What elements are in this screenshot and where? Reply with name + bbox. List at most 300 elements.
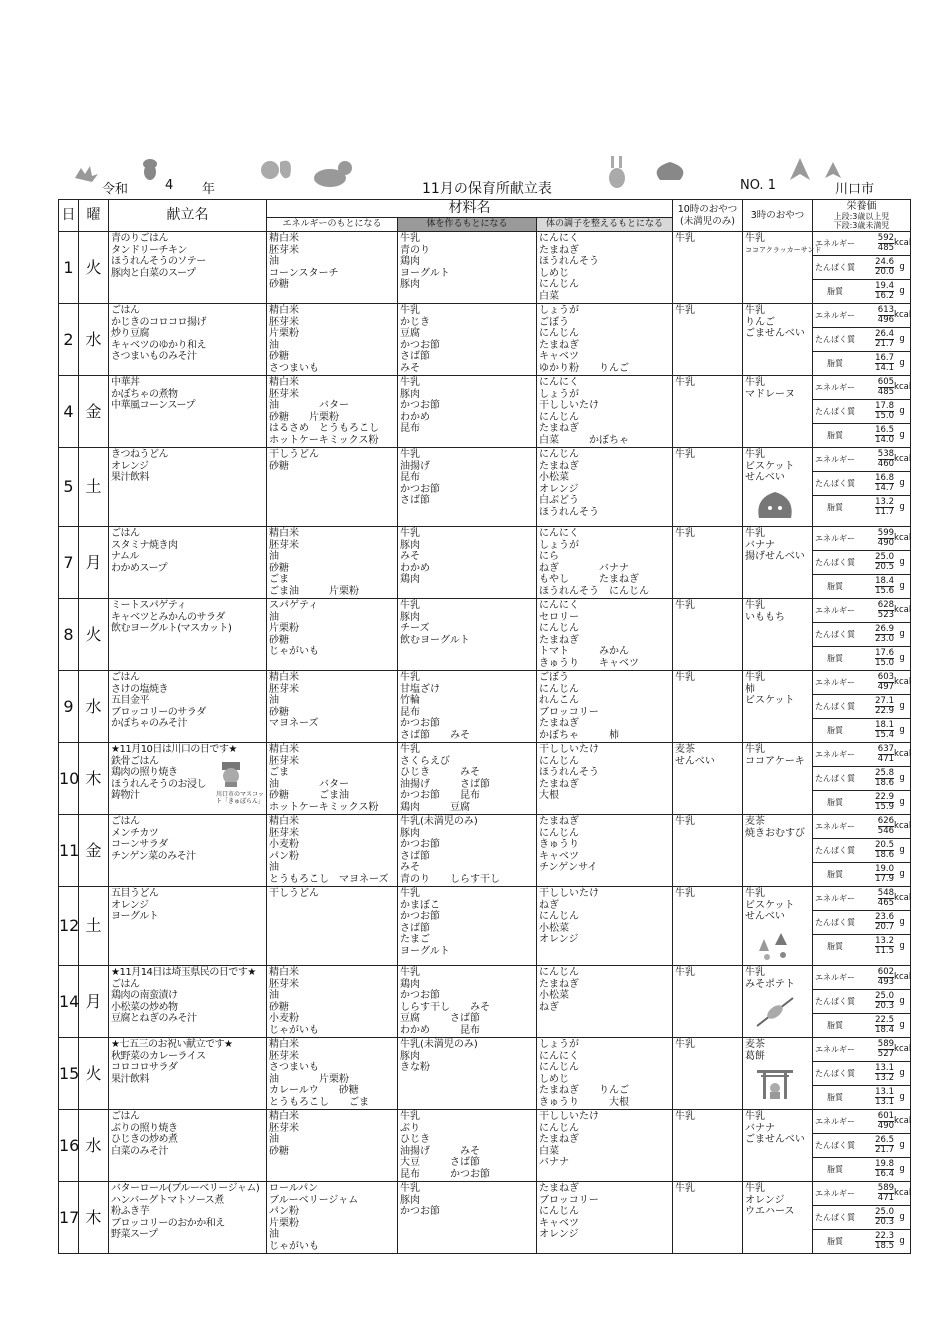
snack3-cell-line: 葛餅 <box>745 1050 766 1062</box>
snack3-cell <box>743 671 813 743</box>
energy-food-cell <box>267 815 398 887</box>
body-food-cell-line: 豚肉 <box>400 1050 420 1062</box>
condition-food-cell-line: チンゲンサイ <box>539 862 598 873</box>
energy-values <box>857 1040 894 1059</box>
protein-value: 25.0 <box>875 552 895 562</box>
energy-row <box>813 599 910 623</box>
energy-label: エネルギー <box>815 1188 856 1198</box>
protein-unit: g <box>899 700 905 711</box>
condition-food-cell-line: きゅうり キャベツ <box>539 657 639 669</box>
menu-cell-line: ヨーグルト <box>111 911 159 922</box>
menu-row <box>59 743 911 815</box>
body-food-cell-line: ひじき <box>400 1134 430 1145</box>
snack10-cell-line: 牛乳 <box>675 816 696 827</box>
menu-cell-line: 果汁飲料 <box>111 1073 149 1085</box>
protein-values <box>857 258 894 277</box>
protein-value: 23.0 <box>875 634 895 644</box>
weekday-cell: 火 <box>79 599 109 671</box>
energy-food-cell-line: 精白米 <box>269 377 299 388</box>
energy-values <box>857 745 894 764</box>
protein-unit: g <box>899 261 905 272</box>
condition-food-cell-line: にんじん <box>539 411 579 423</box>
protein-unit: g <box>899 772 905 783</box>
fat-row <box>813 1230 910 1253</box>
energy-value: 460 <box>877 459 895 469</box>
snack3-cell-line: ココアクラッカーサンド <box>745 245 822 254</box>
energy-food-cell-line: パン粉 <box>269 1206 299 1217</box>
snack3-cell-line: 焼きおむすび <box>745 827 806 839</box>
fat-unit: g <box>899 1163 905 1174</box>
energy-label: エネルギー <box>815 1044 856 1054</box>
energy-food-cell-line: 干しうどん <box>269 888 319 899</box>
energy-food-cell-line: 小麦粉 <box>269 1013 299 1024</box>
menu-cell-line: ひじきの炒め煮 <box>111 1134 178 1145</box>
menu-cell-line: 五目金平 <box>111 695 149 706</box>
condition-food-cell-line: たまねぎ <box>539 423 579 434</box>
energy-food-cell-line: 砂糖 <box>269 351 289 362</box>
body-food-cell <box>398 671 537 743</box>
snack10-cell <box>673 1110 743 1182</box>
mascot-kyuporan-icon <box>216 758 264 806</box>
condition-food-cell-line: にんじん <box>539 1062 579 1073</box>
body-food-cell-line: 牛乳 <box>400 233 420 244</box>
body-food-cell-line: 牛乳 <box>400 744 420 755</box>
menu-cell-line: ハンバーグトマトソース煮 <box>111 1194 224 1206</box>
energy-food-cell-line: 砂糖 <box>269 1145 289 1157</box>
body-food-cell-line: 牛乳 <box>400 967 420 978</box>
energy-label: エネルギー <box>815 605 856 615</box>
condition-food-cell-line: キャベツ <box>539 351 579 362</box>
condition-food-cell-line: たまねぎ <box>539 244 579 256</box>
menu-cell-line: メンチカツ <box>111 827 159 839</box>
body-food-cell-line: さくらえび <box>400 755 450 767</box>
body-food-cell-line: 昆布 <box>400 472 420 483</box>
body-food-cell-line: 豚肉 <box>400 539 420 551</box>
menu-cell <box>109 527 267 599</box>
body-food-cell-line: 豚肉 <box>400 827 420 839</box>
protein-value: 24.6 <box>875 257 895 267</box>
nutrition-cell <box>813 232 911 304</box>
energy-food-cell-line: 砂糖 <box>269 562 289 574</box>
energy-value: 490 <box>877 1121 895 1131</box>
snack10-cell-line: 牛乳 <box>675 305 696 316</box>
protein-value: 14.7 <box>875 483 895 493</box>
body-food-cell-line: 甘塩ざけ <box>400 683 440 695</box>
fat-values <box>857 649 894 668</box>
snack3-cell-line: 牛乳 <box>745 449 766 460</box>
condition-food-cell-line: 小松菜 <box>539 472 569 483</box>
fat-values <box>857 498 894 517</box>
body-food-cell-line: さば節 みそ <box>400 729 470 741</box>
energy-value: 592 <box>877 233 895 243</box>
energy-food-cell-line: 油 片栗粉 <box>269 1073 349 1085</box>
fat-unit: g <box>899 580 905 591</box>
menu-cell-line: スタミナ焼き肉 <box>111 539 178 551</box>
energy-label: エネルギー <box>815 533 856 543</box>
menu-cell-line: ブロッコリーのおかか和え <box>111 1217 225 1229</box>
condition-food-cell-line: 干ししいたけ <box>539 744 599 755</box>
weekday-cell: 火 <box>79 1038 109 1110</box>
protein-label: たんぱく質 <box>815 773 856 783</box>
condition-food-cell-line: 小松菜 <box>539 922 569 934</box>
fat-value: 16.7 <box>875 353 895 363</box>
snack10-cell <box>673 966 743 1038</box>
energy-value: 493 <box>877 977 895 987</box>
snack3-cell-line: いももち <box>745 611 786 623</box>
menu-row <box>59 304 911 376</box>
protein-value: 13.2 <box>875 1073 895 1083</box>
snack10-cell <box>673 887 743 966</box>
protein-row <box>813 400 910 424</box>
energy-label: エネルギー <box>815 821 856 831</box>
body-food-cell-line: 青のり しらす干し <box>400 873 500 885</box>
body-food-cell-line: わかめ <box>400 562 430 574</box>
fat-unit: g <box>899 1019 905 1030</box>
snack3-cell-line: オレンジ <box>745 1194 785 1206</box>
fat-values <box>857 577 894 596</box>
body-food-cell <box>398 376 537 448</box>
condition-food-cell-line: 大根 <box>539 790 559 801</box>
condition-food-cell-line: にんじん <box>539 1206 579 1217</box>
menu-cell <box>109 966 267 1038</box>
energy-values <box>857 306 894 325</box>
squirrel-icon <box>261 161 291 179</box>
body-food-cell-line: きな粉 <box>400 1062 430 1073</box>
menu-cell-line: ごはん <box>111 1111 140 1122</box>
menu-cell <box>109 376 267 448</box>
protein-label: たんぱく質 <box>815 557 856 567</box>
snack3-cell <box>743 599 813 671</box>
energy-label: エネルギー <box>815 310 856 320</box>
energy-food-cell-line: 胚芽米 <box>269 388 299 400</box>
fat-value: 13.1 <box>875 1097 895 1107</box>
fat-value: 19.8 <box>875 1159 895 1169</box>
fat-row <box>813 280 910 303</box>
snack3-cell-line: せんべい <box>745 911 785 922</box>
condition-food-cell <box>537 671 673 743</box>
fat-row <box>813 575 910 598</box>
weekday-cell: 金 <box>79 815 109 887</box>
snack3-cell-line: 麦茶 <box>745 816 766 827</box>
protein-value: 26.4 <box>875 329 895 339</box>
energy-food-cell-line: カレールウ 砂糖 <box>269 1085 359 1096</box>
fat-value: 15.6 <box>875 586 895 596</box>
condition-food-cell-line: しめじ <box>539 267 569 279</box>
condition-food-cell-line: たまねぎ <box>539 1183 579 1194</box>
fat-label: 脂質 <box>827 502 844 512</box>
snack3-cell-line: せんべい <box>745 472 785 483</box>
fat-value: 16.5 <box>875 425 895 435</box>
body-food-cell-line: さば節 <box>400 850 430 862</box>
mascot-caption: 川口市のマスコット「きゅぽらん」 <box>216 791 265 805</box>
protein-row <box>813 472 910 496</box>
body-food-cell-line: 昆布 かつお節 <box>400 1168 490 1180</box>
condition-food-cell-line: もやし たまねぎ <box>539 574 639 585</box>
protein-values <box>857 625 894 644</box>
condition-food-cell-line: にんじん <box>539 827 579 839</box>
energy-food-cell-line: 油 <box>269 862 279 873</box>
condition-food-cell-line: ごぼう <box>539 316 569 328</box>
menu-cell-line: ミートスパゲティ <box>111 600 187 611</box>
condition-food-cell-line: ほうれんそう <box>539 767 599 778</box>
energy-value: 613 <box>877 305 895 315</box>
energy-label: エネルギー <box>815 972 856 982</box>
energy-food-cell-line: ごま <box>269 574 289 585</box>
snack3-cell <box>743 304 813 376</box>
fat-row <box>813 647 910 670</box>
condition-food-cell-line: しめじ <box>539 1073 569 1085</box>
col-condition: 体の調子を整えるもとになる <box>537 218 673 232</box>
protein-values <box>857 330 894 349</box>
condition-food-cell-line: ほうれんそう <box>539 256 599 267</box>
page-title: 11月の保育所献立表 <box>422 181 552 197</box>
day-cell: 11 <box>59 815 79 887</box>
fat-unit: g <box>899 285 905 296</box>
body-food-cell-line: 鶏肉 <box>400 256 420 267</box>
protein-row <box>813 1206 910 1230</box>
fat-values <box>857 354 894 373</box>
condition-food-cell-line: キャベツ <box>539 1217 579 1229</box>
protein-unit: g <box>899 1211 905 1222</box>
fat-label: 脂質 <box>827 1236 844 1246</box>
energy-row <box>813 376 910 400</box>
menu-cell <box>109 232 267 304</box>
fat-value: 11.7 <box>875 507 895 517</box>
fat-value: 13.2 <box>875 497 895 507</box>
energy-food-cell-line: じゃがいも <box>269 646 319 657</box>
snack3-cell-line: 柿 <box>745 683 756 695</box>
fat-value: 18.4 <box>875 1025 895 1035</box>
energy-label: エネルギー <box>815 454 856 464</box>
energy-food-cell-line: さつまいも <box>269 362 319 374</box>
menu-row <box>59 1038 911 1110</box>
energy-food-cell <box>267 599 398 671</box>
energy-food-cell <box>267 887 398 966</box>
condition-food-cell-line: にんじん <box>539 449 579 460</box>
protein-row <box>813 767 910 791</box>
fat-value: 13.1 <box>875 1087 895 1097</box>
menu-cell-line: 鋳物汁 <box>111 790 140 801</box>
condition-food-cell <box>537 1110 673 1182</box>
energy-row <box>813 232 910 256</box>
protein-row <box>813 328 910 352</box>
energy-food-cell-line: 油 <box>269 1134 279 1145</box>
protein-value: 20.5 <box>875 562 895 572</box>
weekday-cell: 月 <box>79 527 109 599</box>
nutrition-cell <box>813 743 911 815</box>
body-food-cell <box>398 599 537 671</box>
body-food-cell <box>398 743 537 815</box>
menu-row <box>59 527 911 599</box>
snack3-cell <box>743 1182 813 1254</box>
body-food-cell <box>398 304 537 376</box>
protein-label: たんぱく質 <box>815 1212 856 1222</box>
snack3-cell <box>743 527 813 599</box>
menu-cell-line: コロコロサラダ <box>111 1062 178 1073</box>
energy-food-cell <box>267 527 398 599</box>
snack3-cell-line: りんご <box>745 316 776 328</box>
protein-values <box>857 1208 894 1227</box>
energy-row <box>813 1182 910 1206</box>
protein-values <box>857 992 894 1011</box>
protein-value: 20.3 <box>875 1001 895 1011</box>
fat-label: 脂質 <box>827 1164 844 1174</box>
body-food-cell-line: チーズ <box>400 623 430 634</box>
menu-row <box>59 448 911 527</box>
energy-food-cell-line: 油 <box>269 256 279 267</box>
energy-value: 471 <box>877 754 895 764</box>
body-food-cell-line: かつお節 <box>400 839 440 850</box>
condition-food-cell-line: たまねぎ <box>539 816 579 827</box>
protein-value: 25.0 <box>875 1207 895 1217</box>
protein-value: 25.8 <box>875 768 895 778</box>
fat-value: 22.3 <box>875 1231 895 1241</box>
weekday-cell: 水 <box>79 304 109 376</box>
energy-food-cell-line: ごま油 片栗粉 <box>269 585 359 597</box>
body-food-cell-line: 昆布 <box>400 706 420 718</box>
nutrition-cell <box>813 887 911 966</box>
snack3-cell <box>743 1038 813 1110</box>
fat-label: 脂質 <box>827 797 844 807</box>
nutrition-cell <box>813 376 911 448</box>
energy-unit: kcal <box>894 453 912 464</box>
energy-food-cell-line: 砂糖 <box>269 634 289 646</box>
menu-cell-line: 青のりごはん <box>111 233 168 244</box>
menu-row <box>59 671 911 743</box>
body-food-cell-line: 豚肉 <box>400 1194 420 1206</box>
nutrition-cell <box>813 815 911 887</box>
energy-value: 471 <box>877 1193 895 1203</box>
weekday-cell: 水 <box>79 671 109 743</box>
day-cell: 4 <box>59 376 79 448</box>
snack3-cell-line: ビスケット <box>745 899 795 911</box>
menu-row <box>59 1110 911 1182</box>
menu-cell-line: タンドリーチキン <box>111 244 187 256</box>
body-food-cell-line: さば節 <box>400 922 430 934</box>
menu-cell-line: オレンジ <box>111 899 149 911</box>
energy-values <box>857 529 894 548</box>
fat-value: 16.4 <box>875 1169 895 1179</box>
energy-food-cell-line: 油 バター <box>269 778 349 790</box>
condition-food-cell-line: きゅうり <box>539 839 579 850</box>
energy-food-cell <box>267 966 398 1038</box>
protein-label: たんぱく質 <box>815 996 856 1006</box>
condition-food-cell-line: ゆかり粉 りんご <box>539 362 629 374</box>
condition-food-cell-line: にんじん <box>539 1122 579 1134</box>
condition-food-cell-line: にんにく <box>539 1050 579 1062</box>
protein-value: 13.1 <box>875 1063 895 1073</box>
energy-row <box>813 448 910 472</box>
fat-values <box>857 793 894 812</box>
fat-row <box>813 496 910 519</box>
menu-cell-line: ぶりの照り焼き <box>111 1122 178 1134</box>
energy-row <box>813 743 910 767</box>
menu-row <box>59 1182 911 1254</box>
fat-row <box>813 719 910 742</box>
snack3-cell-line: ココアケーキ <box>745 755 805 767</box>
snack3-cell-line: 麦茶 <box>745 1039 766 1050</box>
menu-cell <box>109 1110 267 1182</box>
energy-values <box>857 450 894 469</box>
protein-value: 20.3 <box>875 1217 895 1227</box>
snack10-cell <box>673 599 743 671</box>
condition-food-cell-line: 干ししいたけ <box>539 400 599 411</box>
fat-values <box>857 1160 894 1179</box>
condition-food-cell-line: ほうれんそう <box>539 506 599 518</box>
snack10-cell-line: 牛乳 <box>675 377 696 388</box>
energy-label: エネルギー <box>815 1116 856 1126</box>
day-cell: 5 <box>59 448 79 527</box>
snack3-cell-line: 牛乳 <box>745 672 766 683</box>
energy-food-cell-line: 片栗粉 <box>269 623 299 634</box>
weekday-cell: 土 <box>79 887 109 966</box>
snack10-cell <box>673 1182 743 1254</box>
condition-food-cell-line: 白ぶどう <box>539 495 579 506</box>
energy-food-cell-line: スパゲティ <box>269 600 319 611</box>
condition-food-cell-line: れんこん <box>539 695 579 706</box>
body-food-cell-line: 牛乳 <box>400 1111 420 1122</box>
menu-cell-line: かぼちゃのみそ汁 <box>111 718 187 729</box>
energy-food-cell-line: 胚芽米 <box>269 244 299 256</box>
body-food-cell-line: かつお節 <box>400 483 440 495</box>
snack3-cell <box>743 232 822 304</box>
body-food-cell-line: かつお節 <box>400 400 440 411</box>
energy-unit: kcal <box>894 892 912 903</box>
menu-cell-line: 炒り豆腐 <box>111 328 149 339</box>
body-food-cell-line: 鶏肉 豆腐 <box>400 801 470 813</box>
fat-value: 19.0 <box>875 864 895 874</box>
energy-unit: kcal <box>894 1115 912 1126</box>
body-food-cell-line: ヨーグルト <box>400 267 450 279</box>
fat-row <box>813 1014 910 1037</box>
menu-cell <box>109 1038 267 1110</box>
menu-cell-line: 鉄骨ごはん <box>111 755 159 767</box>
col-body: 体を作るもとになる <box>398 218 537 232</box>
day-cell: 15 <box>59 1038 79 1110</box>
snack10-cell <box>673 671 743 743</box>
body-food-cell-line: 油揚げ さば節 <box>400 778 490 790</box>
condition-food-cell-line: たまねぎ りんご <box>539 1085 629 1096</box>
protein-row <box>813 1134 910 1158</box>
energy-food-cell-line: 砂糖 <box>269 1001 289 1013</box>
day-cell: 10 <box>59 743 79 815</box>
snack3-cell <box>743 887 813 966</box>
menu-row <box>59 232 911 304</box>
energy-food-cell-line: 精白米 <box>269 816 299 827</box>
fat-value: 15.9 <box>875 802 895 812</box>
condition-food-cell-line: 干ししいたけ <box>539 1111 599 1122</box>
protein-values <box>857 841 894 860</box>
chestnut-illustration-icon <box>753 488 797 522</box>
snack3-cell-line: 牛乳 <box>745 233 766 244</box>
snack10-cell <box>673 1038 743 1110</box>
protein-value: 21.7 <box>875 339 895 349</box>
protein-row <box>813 911 910 935</box>
energy-value: 485 <box>877 243 895 253</box>
col-snack10: 10時のおやつ (未満児のみ) <box>673 200 743 232</box>
protein-value: 18.6 <box>875 778 895 788</box>
fat-row <box>813 1158 910 1181</box>
snack10-cell <box>673 527 743 599</box>
condition-food-cell-line: たまねぎ <box>539 978 579 990</box>
condition-food-cell-line: にんにく <box>539 600 579 611</box>
energy-food-cell-line: 胚芽米 <box>269 539 299 551</box>
energy-food-cell-line: 精白米 <box>269 528 299 539</box>
energy-label: エネルギー <box>815 749 856 759</box>
condition-food-cell-line: バナナ <box>539 1157 569 1168</box>
energy-food-cell <box>267 448 398 527</box>
body-food-cell-line: さば節 <box>400 495 430 506</box>
